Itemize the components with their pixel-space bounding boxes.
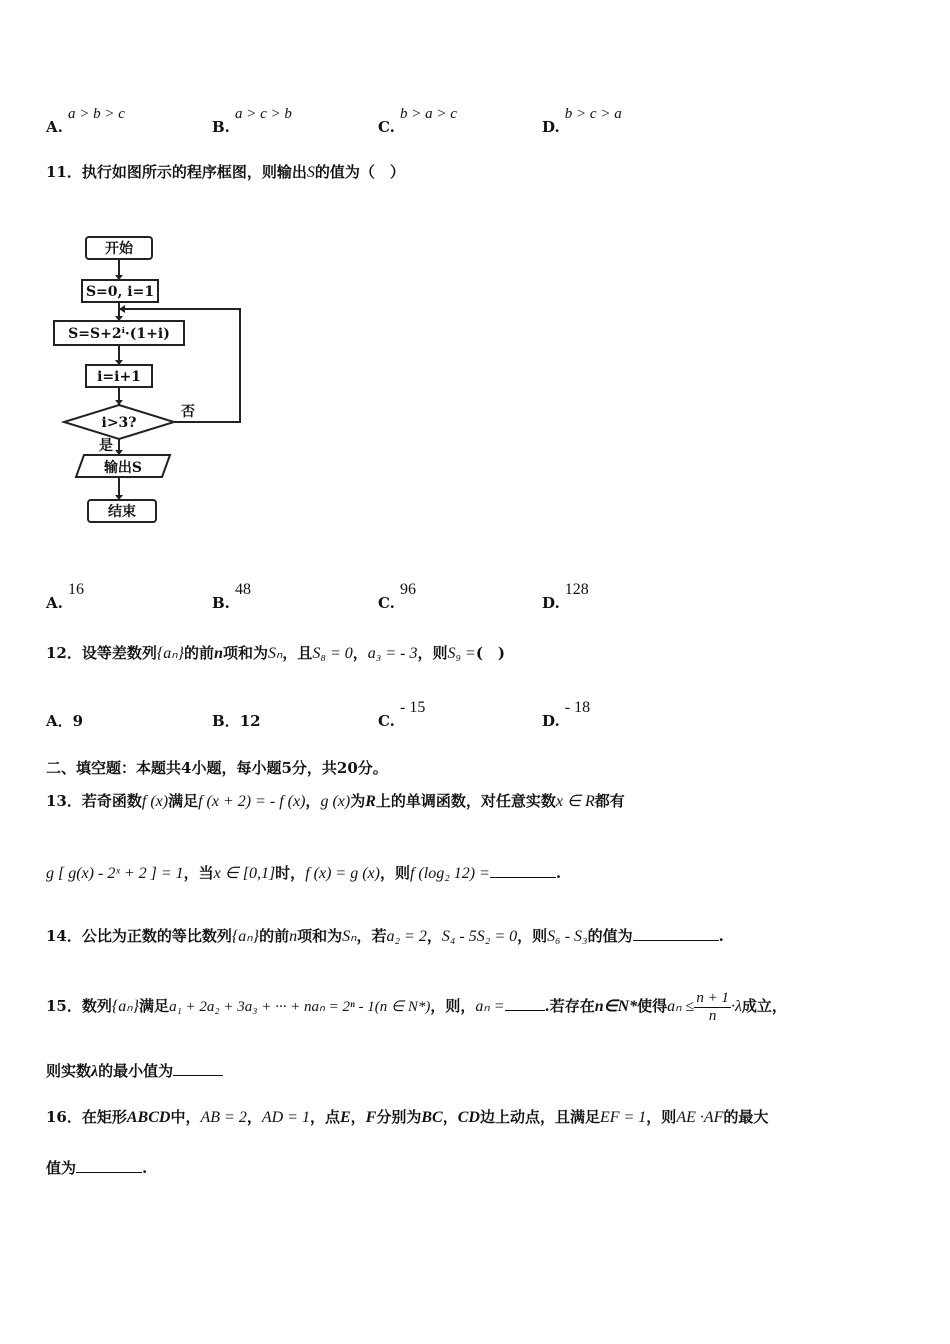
q16-p5: 边上动点，且满足 [479, 1108, 600, 1126]
q16-line-1 [46, 1106, 768, 1127]
q11-option-d-label: D. [542, 594, 560, 612]
q13-p6: ，当 [183, 864, 214, 882]
q12-option-c-label: C. [378, 712, 395, 730]
q15-nin: n∈N* [594, 998, 638, 1015]
q12-p1: 12．设等差数列 [46, 644, 157, 662]
q16-end: . [142, 1159, 148, 1177]
q14-end: . [718, 927, 724, 945]
q10-option-b [212, 103, 292, 136]
q13-line-1 [46, 790, 625, 811]
q12-sep: ， [352, 644, 368, 662]
q12-n: n [214, 645, 223, 662]
q14-p6: 的值为 [587, 927, 633, 945]
flow-start-text: 开始 [105, 241, 133, 257]
q12-option-a-value: 9 [72, 712, 84, 730]
q11-option-a-value: 16 [67, 581, 84, 598]
flow-end-text: 结束 [108, 504, 136, 520]
q13-line-2 [46, 862, 561, 883]
q15-ineq-right: ·λ [730, 998, 742, 1015]
q12-option-c [378, 697, 426, 730]
q15-seq: {aₙ} [111, 998, 140, 1015]
q16-p7: 的最大 [723, 1108, 769, 1126]
q14-sn: Sₙ [342, 928, 357, 945]
q10-option-d-value: b > c > a [564, 106, 622, 122]
q12-c2: a₃ = - 3 [367, 645, 418, 662]
q11-option-d [542, 579, 589, 612]
q11-option-b-label: B. [212, 594, 230, 612]
q12-p5: ，则 [417, 644, 448, 662]
q15-lambda: λ [91, 1063, 99, 1080]
q13-eq2: f (x) = g (x) [305, 865, 380, 882]
q12-p4: ，且 [282, 644, 313, 662]
q15-p1: 15．数列 [46, 997, 112, 1015]
q13-p1: 13．若奇函数 [46, 792, 142, 810]
q15-p6: 成立， [741, 997, 787, 1015]
q16-ad: AD = 1 [261, 1109, 310, 1126]
q15-an: aₙ = [475, 998, 505, 1015]
q12-p6: ( ) [475, 644, 506, 662]
q14-c1: a₂ = 2 [386, 928, 427, 945]
q15-ineq-left: aₙ ≤ [667, 998, 695, 1015]
q11-option-b-value: 48 [235, 581, 251, 598]
q16-answer-blank[interactable] [76, 1158, 142, 1173]
q11-stem [46, 161, 405, 182]
q13-ask: f (log₂ 12) = [409, 865, 490, 882]
q16-line-2 [46, 1157, 147, 1178]
section-2-heading: 二、填空题：本题共4小题，每小题5分，共20分。 [46, 759, 388, 777]
flow-init-text: S=0, i=1 [85, 284, 155, 300]
q11-text-after: 的值为（ ） [314, 163, 405, 181]
q14-p2: 的前 [259, 927, 290, 945]
q15-answer-blank-1[interactable] [505, 996, 545, 1011]
q15-p4: .若存在 [544, 997, 595, 1015]
q11-flowchart [40, 225, 260, 535]
q13-line2-eq: g [ g(x) - 2ˣ + 2 ] = 1 [46, 865, 184, 882]
q12-option-d [542, 697, 591, 730]
q12-sn: Sₙ [267, 645, 283, 662]
q15-line-2 [46, 1060, 223, 1081]
q16-p3b: ， [350, 1108, 366, 1126]
q12-option-b-value: 12 [239, 712, 261, 730]
q16-line2: 值为 [46, 1159, 77, 1177]
q12-option-b [212, 710, 261, 731]
q10-option-c [378, 103, 457, 136]
q15-eq: a₁ + 2a₂ + 3a₃ + ··· + naₙ = 2ⁿ - 1(n ∈ N*) [169, 999, 431, 1015]
q16-sep: ， [246, 1108, 262, 1126]
q15-p5: 使得 [637, 997, 668, 1015]
q14-ask: S₆ - S₃ [547, 928, 588, 945]
q13-p8: ，则 [379, 864, 410, 882]
q13-p4: 上的单调函数，对任意实数 [375, 792, 556, 810]
q12-ask: S₉ = [447, 645, 476, 662]
q16-p2: 中， [170, 1108, 201, 1126]
q11-option-c [378, 579, 416, 612]
q11-option-a [46, 579, 84, 612]
q15-line2: 则实数 [46, 1062, 92, 1080]
q11-option-a-label: A. [46, 594, 63, 612]
q13-p3: 为 [350, 792, 366, 810]
q12-p2: 的前 [184, 644, 215, 662]
q13-xin: x ∈ R [555, 793, 595, 810]
q16-dot: AE ·AF [676, 1109, 724, 1126]
q13-f: f (x) [141, 793, 169, 810]
q10-option-a-value: a > b > c [67, 106, 125, 122]
q15-p3: ，则， [430, 997, 476, 1015]
q16-cd: CD [457, 1109, 480, 1126]
q14-c2: S₄ - 5S₂ = 0 [441, 928, 518, 945]
q14-n: n [289, 928, 298, 945]
q16-bc: BC [421, 1109, 443, 1126]
q12-seq: {aₙ} [156, 645, 185, 662]
q15-p2: 满足 [139, 997, 170, 1015]
q16-abcd: ABCD [126, 1109, 171, 1126]
q16-ef: EF = 1 [599, 1109, 647, 1126]
q10-option-d [542, 103, 622, 136]
q10-option-a [46, 103, 125, 136]
q12-stem [46, 642, 505, 663]
q10-option-b-label: B. [212, 118, 230, 136]
q11-option-c-label: C. [378, 594, 395, 612]
q14-stem [46, 925, 724, 946]
q10-option-d-label: D. [542, 118, 560, 136]
flow-yes-label: 是 [99, 438, 113, 454]
q13-answer-blank[interactable] [490, 863, 556, 878]
q11-option-d-value: 128 [564, 581, 589, 598]
q14-sep: ， [426, 927, 442, 945]
q11-option-c-value: 96 [400, 581, 416, 598]
q13-r: R [365, 793, 376, 810]
q10-option-c-value: b > a > c [400, 106, 457, 122]
q11-var: S [306, 164, 315, 181]
q11-text-before: 11．执行如图所示的程序框图，则输出 [46, 163, 307, 181]
q12-option-c-value: - 15 [400, 699, 426, 716]
q13-p2: 满足 [168, 792, 199, 810]
q16-p6: ，则 [646, 1108, 677, 1126]
q15-frac-num: n + 1 [696, 990, 729, 1006]
q15-answer-blank-2[interactable] [173, 1061, 223, 1076]
flow-body-text: S=S+2ⁱ·(1+i) [68, 326, 170, 342]
flow-no-label: 否 [181, 404, 195, 420]
q14-p4: ，若 [356, 927, 387, 945]
q12-option-a [46, 710, 83, 731]
q13-dom: x ∈ [0,1] [213, 865, 276, 882]
q12-option-a-label: A． [46, 712, 73, 730]
q13-comma: ， [305, 792, 321, 810]
q10-option-a-label: A. [46, 118, 63, 136]
q16-f: F [365, 1109, 377, 1126]
q12-option-d-label: D. [542, 712, 560, 730]
q13-p7: 时， [275, 864, 306, 882]
q16-e: E [339, 1109, 351, 1126]
q15-frac-den: n [708, 1007, 717, 1024]
q16-p1: 16．在矩形 [46, 1108, 127, 1126]
q10-option-c-label: C. [378, 118, 395, 136]
q13-end: . [555, 864, 562, 882]
flow-output-text: 输出S [103, 460, 143, 476]
q14-p3: 项和为 [297, 927, 343, 945]
q15-fraction [694, 990, 731, 1024]
q12-option-b-label: B． [212, 712, 240, 730]
q13-p5: 都有 [594, 792, 625, 810]
q16-p4b: ， [442, 1108, 458, 1126]
q16-p4: 分别为 [376, 1108, 422, 1126]
q14-p1: 14．公比为正数的等比数列 [46, 927, 232, 945]
q16-ab: AB = 2 [200, 1109, 247, 1126]
q14-answer-blank[interactable] [633, 926, 719, 941]
flow-cond-text: i>3? [101, 415, 137, 431]
q12-option-d-value: - 18 [564, 699, 591, 716]
q14-p5: ，则 [517, 927, 548, 945]
q13-eq1: f (x + 2) = - f (x) [198, 793, 306, 810]
q12-p3: 项和为 [222, 644, 268, 662]
q10-option-b-value: a > c > b [235, 106, 292, 122]
q14-seq: {aₙ} [231, 928, 260, 945]
q15-line2b: 的最小值为 [98, 1062, 174, 1080]
q16-p3: ，点 [309, 1108, 340, 1126]
q12-c1: S₈ = 0 [312, 645, 353, 662]
q11-option-b [212, 579, 251, 612]
q13-g: g (x) [320, 793, 351, 810]
q15-line-1 [46, 990, 787, 1024]
flow-incr-text: i=i+1 [97, 369, 141, 385]
